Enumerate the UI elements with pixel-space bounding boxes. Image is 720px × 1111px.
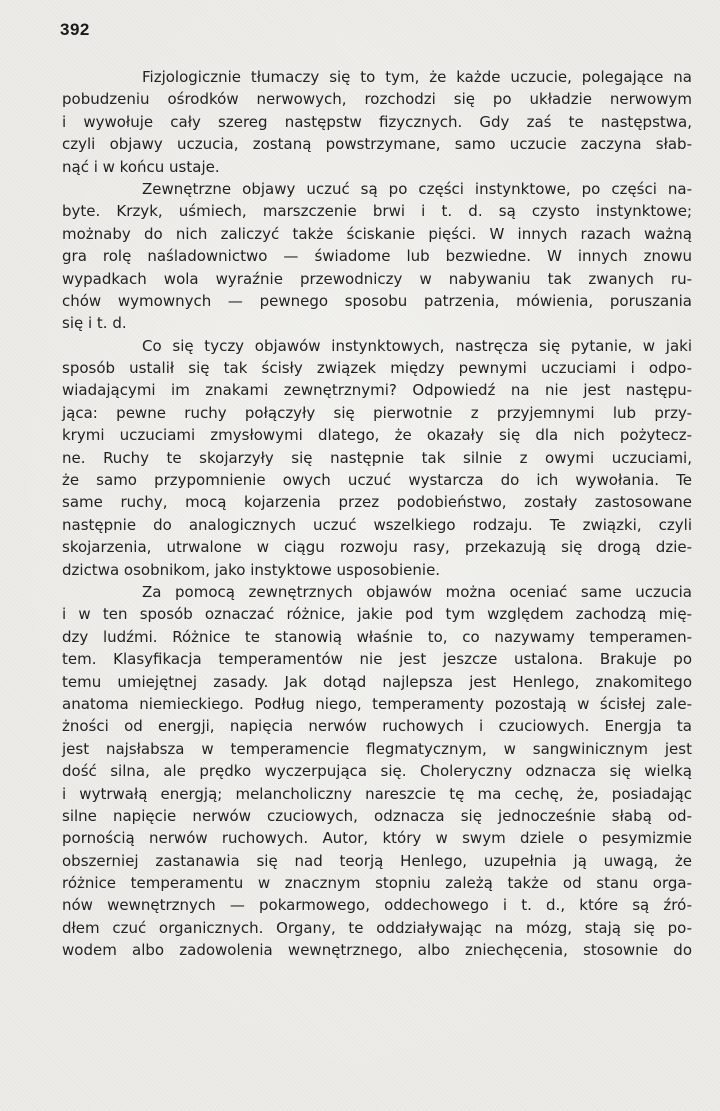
text-line: wiadającymi im znakami zewnętrznymi? Odpowiedź na nie jest następu- [62,381,692,400]
body-text [62,66,692,962]
text-line: skojarzenia, utrwalone w ciągu rozwoju rasy, przekazują się drogą dzie- [62,538,692,557]
text-line: wodem albo zadowolenia wewnętrznego, albo zniechęcenia, stosownie do [62,941,692,960]
text-line: sposób ustalił się tak ścisły związek między pewnymi uczuciami i odpo- [62,359,692,378]
page-number: 392 [60,20,90,39]
text-line: dzictwa osobnikom, jako instyktowe usposobienie. [62,560,441,579]
text-line: krymi uczuciami zmysłowymi dlatego, że okazały się dla nich pożytecz- [62,426,692,445]
text-line: gra rolę naśladownictwo — świadome lub bezwiedne. W innych znowu [62,247,692,266]
text-line: nąć i w końcu ustaje. [62,157,220,176]
text-line: Za pomocą zewnętrznych objawów można oceniać same uczucia [142,582,692,601]
text-line: pornością nerwów ruchowych. Autor, który w swym dziele o pesymizmie [62,829,692,848]
text-line: temu umiejętnej zasady. Jak dotąd najlepsza jest Henlego, znakomitego [62,672,692,691]
text-line: wypadkach wola wyraźnie przewodniczy w nabywaniu tak zwanych ru- [62,269,692,288]
text-line: następnie do analogicznych uczuć wszelkiego rodzaju. Te związki, czyli [62,515,692,534]
text-line: Fizjologicznie tłumaczy się to tym, że każde uczucie, polegające na [142,68,692,86]
text-line: dość silna, ale prędko wyczerpująca się. Choleryczny odznacza się wielką [62,762,692,781]
text-line: Co się tyczy objawów instynktowych, nastręcza się pytanie, w jaki [142,336,692,355]
text-line: możnaby do nich zaliczyć także ściskanie pięści. W innych razach ważną [62,224,692,243]
text-line: silne napięcie nerwów czuciowych, odznacza się jednocześnie słabą od- [62,806,692,825]
text-line: nów wewnętrznych — pokarmowego, oddechowego i t. d., które są źró- [62,896,692,915]
text-line: chów wymownych — pewnego sposobu patrzenia, mówienia, poruszania [62,291,692,310]
text-line: tem. Klasyfikacja temperamentów nie jest jeszcze ustalona. Brakuje po [62,650,692,669]
paragraph [62,581,692,962]
text-line: czyli objawy uczucia, zostaną powstrzymane, samo uczucie zaczyna słab- [62,135,692,154]
text-line: pobudzeniu ośrodków nerwowych, rozchodzi się po układzie nerwowym [62,90,692,109]
text-line: i w ten sposób oznaczać różnice, jakie pod tym względem zachodzą mię- [62,605,692,624]
text-line: dłem czuć organicznych. Organy, te oddziaływając na mózg, stają się po- [62,918,692,937]
paragraph [62,335,692,581]
text-line: jąca: pewne ruchy połączyły się pierwotnie z przyjemnymi lub przy- [62,403,692,422]
text-line: i wytrwałą energją; melancholiczny nareszcie tę ma cechę, że, posiadając [62,784,692,803]
text-line: żności od energji, napięcia nerwów ruchowych i czuciowych. Energja ta [62,717,692,736]
paragraph [62,178,692,335]
paragraph [62,66,692,178]
text-line: anatoma niemieckiego. Podług niego, temperamenty pozostają w ścisłej zale- [62,694,692,713]
text-line: i wywołuje cały szereg następstw fizycznych. Gdy zaś te następstwa, [62,112,692,131]
text-line: się i t. d. [62,314,127,333]
text-line: byte. Krzyk, uśmiech, marszczenie brwi i t. d. są czysto instynktowe; [62,202,692,221]
text-line: jest najsłabsza w temperamencie flegmatycznym, w sangwinicznym jest [62,739,692,758]
text-line: dzy ludźmi. Różnice te stanowią właśnie to, co nazywamy temperamen- [62,627,692,646]
text-line: same ruchy, mocą kojarzenia przez podobieństwo, zostały zastosowane [62,493,692,512]
text-line: ne. Ruchy te skojarzyły się następnie tak silnie z owymi uczuciami, [62,448,692,467]
text-line: że samo przypomnienie owych uczuć wystarcza do ich wywołania. Te [62,471,692,490]
text-line: obszerniej zastanawia się nad teorją Henlego, uzupełnia ją uwagą, że [62,851,692,870]
text-line: różnice temperamentu w znacznym stopniu zależą także od stanu orga- [62,874,692,893]
text-line: Zewnętrzne objawy uczuć są po części instynktowe, po części na- [142,179,692,198]
